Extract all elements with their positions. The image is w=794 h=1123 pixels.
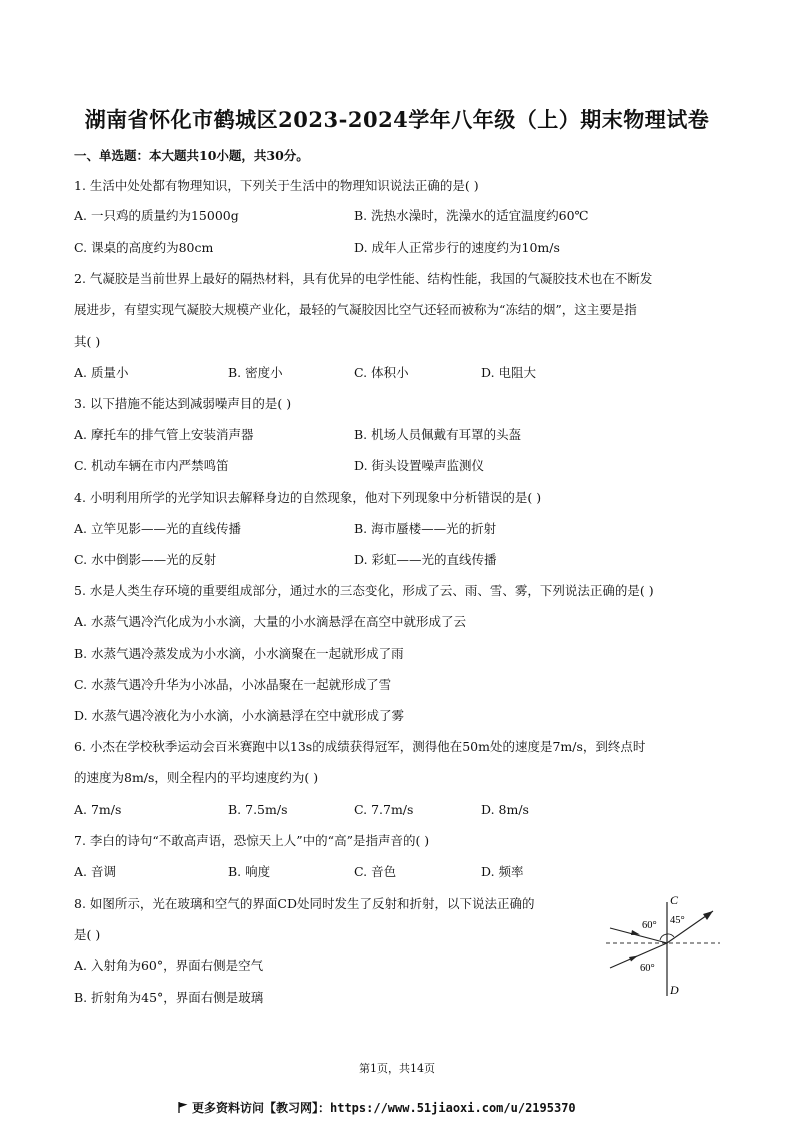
- q7-option-d: D. 频率: [481, 864, 524, 879]
- q2-option-b: B. 密度小: [228, 365, 283, 380]
- q6-option-a: A. 7m/s: [74, 802, 122, 817]
- section-heading: 一、单选题：本大题共10小题，共30分。: [74, 148, 309, 163]
- q3-option-b: B. 机场人员佩戴有耳罩的头盔: [354, 427, 522, 442]
- exam-title: 湖南省怀化市鹤城区2023-2024学年八年级（上）期末物理试卷: [84, 107, 710, 132]
- q1-option-d: D. 成年人正常步行的速度约为10m/s: [354, 240, 560, 255]
- q5-option-a: A. 水蒸气遇冷汽化成为小水滴，大量的小水滴悬浮在高空中就形成了云: [74, 614, 466, 629]
- page-footer: 第1页，共14页: [359, 1062, 435, 1075]
- q3-stem: 3. 以下措施不能达到减弱噪声目的是( ): [74, 396, 292, 411]
- arrow-upper-left: [631, 930, 640, 935]
- angle-label-60-bottom: 60°: [640, 963, 655, 974]
- ray-upper-left: [610, 928, 667, 943]
- q6-stem-line2: 的速度为8m/s，则全程内的平均速度约为( ): [74, 770, 319, 785]
- angle-label-60-top: 60°: [642, 920, 657, 931]
- q6-option-c: C. 7.7m/s: [354, 802, 414, 817]
- q5-option-d: D. 水蒸气遇冷液化为小水滴，小水滴悬浮在空中就形成了雾: [74, 708, 405, 723]
- q8-stem-line2: 是( ): [74, 927, 101, 942]
- q4-option-d: D. 彩虹——光的直线传播: [354, 552, 497, 567]
- flag-icon: [178, 1102, 188, 1113]
- q4-stem: 4. 小明利用所学的光学知识去解释身边的自然现象，他对下列现象中分析错误的是( ): [74, 490, 542, 505]
- q6-option-d: D. 8m/s: [481, 802, 529, 817]
- resource-banner[interactable]: [178, 1099, 576, 1116]
- q3-option-d: D. 街头设置噪声监测仪: [354, 458, 485, 473]
- q6-stem-line1: 6. 小杰在学校秋季运动会百米赛跑中以13s的成绩获得冠军，测得他在50m处的速度是7m/s，到终点时: [74, 739, 646, 754]
- arrow-right: [703, 911, 713, 920]
- q7-option-c: C. 音色: [354, 864, 397, 879]
- q2-stem-line3: 其( ): [74, 334, 101, 349]
- q5-option-c: C. 水蒸气遇冷升华为小冰晶，小冰晶聚在一起就形成了雪: [74, 677, 392, 692]
- angle-label-45: 45°: [670, 915, 685, 926]
- q2-option-a: A. 质量小: [74, 365, 129, 380]
- q4-option-c: C. 水中倒影——光的反射: [74, 552, 217, 567]
- q5-option-b: B. 水蒸气遇冷蒸发成为小水滴，小水滴聚在一起就形成了雨: [74, 646, 404, 661]
- q1-option-b: B. 洗热水澡时，洗澡水的适宜温度约60℃: [354, 208, 589, 223]
- q4-option-b: B. 海市蜃楼——光的折射: [354, 521, 497, 536]
- q7-stem: 7. 李白的诗句“不敢高声语，恐惊天上人”中的“高”是指声音的( ): [74, 833, 430, 848]
- q8-option-b: B. 折射角为45°，界面右侧是玻璃: [74, 990, 264, 1005]
- q5-stem: 5. 水是人类生存环境的重要组成部分，通过水的三态变化，形成了云、雨、雪、雾，下列说法正确的是( ): [74, 583, 654, 598]
- q8-option-a: A. 入射角为60°，界面右侧是空气: [74, 958, 264, 973]
- q6-option-b: B. 7.5m/s: [228, 802, 288, 817]
- q3-option-a: A. 摩托车的排气管上安装消声器: [74, 427, 254, 442]
- q8-stem-line1: 8. 如图所示，光在玻璃和空气的界面CD处同时发生了反射和折射，以下说法正确的: [74, 896, 535, 911]
- label-d: D: [670, 983, 679, 997]
- q7-option-a: A. 音调: [74, 864, 116, 879]
- q3-option-c: C. 机动车辆在市内严禁鸣笛: [74, 458, 229, 473]
- q1-stem: 1. 生活中处处都有物理知识，下列关于生活中的物理知识说法正确的是( ): [74, 178, 479, 193]
- ray-lower-left: [610, 943, 667, 968]
- q1-option-c: C. 课桌的高度约为80cm: [74, 240, 214, 255]
- label-c: C: [670, 893, 679, 907]
- q2-option-d: D. 电阻大: [481, 365, 537, 380]
- refraction-diagram: [600, 890, 725, 1000]
- q2-stem-line1: 2. 气凝胶是当前世界上最好的隔热材料，具有优异的电学性能、结构性能，我国的气凝胶技术也在不断发: [74, 271, 653, 286]
- q1-option-a: A. 一只鸡的质量约为15000g: [74, 208, 239, 223]
- arrow-lower-left: [629, 956, 638, 962]
- q7-option-b: B. 响度: [228, 864, 271, 879]
- q2-stem-line2: 展进步，有望实现气凝胶大规模产业化，最轻的气凝胶因比空气还轻而被称为“冻结的烟”，这主要是指: [74, 302, 637, 317]
- q2-option-c: C. 体积小: [354, 365, 409, 380]
- banner-text[interactable]: 更多资料访问【教习网】：https://www.51jiaoxi.com/u/2195370: [192, 1101, 576, 1115]
- q4-option-a: A. 立竿见影——光的直线传播: [74, 521, 241, 536]
